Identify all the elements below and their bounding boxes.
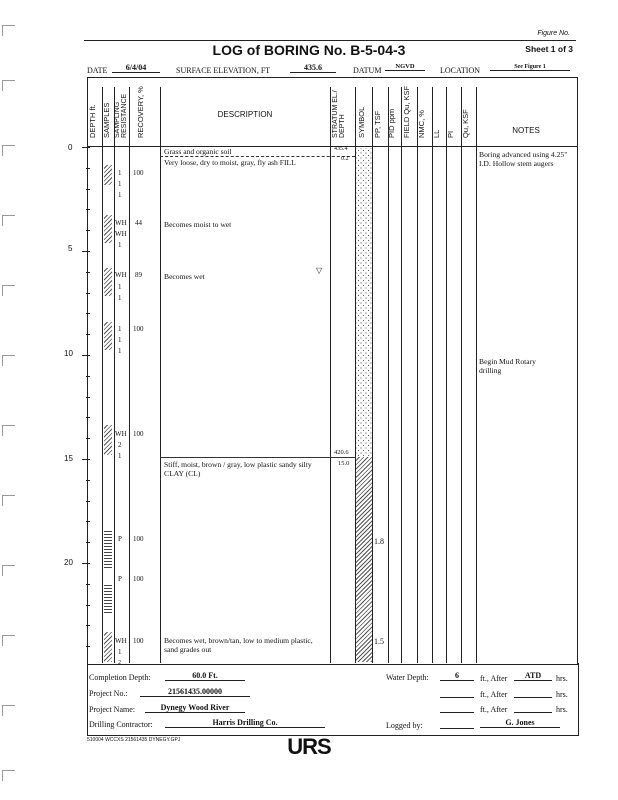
depth-tick-mark bbox=[86, 272, 90, 273]
depth-tick-mark bbox=[86, 625, 90, 626]
recovery-value: 89 bbox=[135, 271, 142, 279]
pp-value: 1.5 bbox=[374, 637, 384, 646]
surface-elevation-value: 435.6 bbox=[290, 63, 336, 73]
sample-shelby-tube bbox=[104, 530, 112, 570]
depth-tick-mark bbox=[82, 563, 90, 564]
binder-mark bbox=[2, 355, 15, 366]
col-stratum-header: STRATUM EL./ DEPTH bbox=[332, 90, 346, 138]
pp-value: 1.8 bbox=[374, 537, 384, 546]
depth-tick-mark bbox=[82, 459, 90, 460]
depth-tick-mark bbox=[86, 480, 90, 481]
depth-tick-mark bbox=[86, 209, 90, 210]
description-topsoil: Grass and organic soil bbox=[164, 147, 232, 156]
location-value: See Figure 1 bbox=[490, 64, 570, 71]
binder-mark bbox=[2, 425, 15, 436]
project-no-value: 21561435.00000 bbox=[140, 687, 250, 697]
binder-mark bbox=[2, 635, 15, 646]
depth-tick-label: 0 bbox=[68, 143, 73, 152]
location-label: LOCATION bbox=[440, 66, 480, 75]
resistance-value: WH bbox=[115, 219, 127, 227]
resistance-value: WH bbox=[115, 637, 127, 645]
binder-mark bbox=[2, 565, 15, 576]
depth-tick-mark bbox=[82, 147, 90, 148]
sample-split-spoon bbox=[104, 322, 112, 350]
page-title: LOG of BORING No. B-5-04-3 bbox=[212, 42, 406, 58]
resistance-value: 1 bbox=[118, 241, 122, 249]
description-clay: Stiff, moist, brown / gray, low plastic sandy silty CLAY (CL) bbox=[164, 460, 312, 478]
sample-split-spoon bbox=[104, 425, 112, 455]
datum-label: DATUM bbox=[353, 66, 382, 75]
surface-elevation-label: SURFACE ELEVATION, FT bbox=[176, 66, 271, 75]
depth-tick-mark bbox=[86, 501, 90, 502]
completion-depth-label: Completion Depth: bbox=[89, 673, 151, 682]
recovery-value: 100 bbox=[133, 325, 144, 333]
depth-tick-mark bbox=[82, 355, 90, 356]
water-depth-label: Water Depth: bbox=[386, 673, 429, 682]
contractor-label: Drilling Contractor: bbox=[89, 720, 153, 729]
recovery-value: 100 bbox=[133, 575, 144, 583]
ft-after-label: ft., After bbox=[480, 674, 508, 683]
resistance-value: P bbox=[118, 535, 122, 543]
resistance-value: 1 bbox=[118, 648, 122, 656]
recovery-value: 100 bbox=[133, 169, 144, 177]
binder-mark bbox=[2, 285, 15, 296]
description-wet-clay: Becomes wet, brown/tan, low to medium plastic, sand grades out bbox=[164, 636, 313, 654]
binder-mark bbox=[2, 495, 15, 506]
depth-tick-mark bbox=[86, 230, 90, 231]
stratum-elevation: 435.4 bbox=[334, 146, 348, 152]
sample-split-spoon bbox=[104, 165, 112, 185]
figure-number: Figure No. bbox=[537, 30, 570, 37]
sample-split-spoon bbox=[104, 215, 112, 243]
urs-logo: URS bbox=[287, 734, 331, 759]
depth-tick-label: 15 bbox=[64, 454, 73, 463]
sample-split-spoon bbox=[104, 632, 112, 662]
description-moist: Becomes moist to wet bbox=[164, 220, 232, 229]
depth-tick-mark bbox=[86, 189, 90, 190]
binder-mark bbox=[2, 215, 15, 226]
sheet-number: Sheet 1 of 3 bbox=[525, 44, 573, 54]
water-level-icon: ▽ bbox=[316, 266, 323, 275]
depth-tick-label: 5 bbox=[68, 244, 73, 253]
description-wet: Becomes wet bbox=[164, 272, 205, 281]
resistance-value: 1 bbox=[118, 180, 122, 188]
completion-depth-value: 60.0 Ft. bbox=[165, 671, 245, 681]
stratum-depth: 0.2 bbox=[341, 156, 349, 162]
depth-tick-mark bbox=[86, 438, 90, 439]
project-no-label: Project No.: bbox=[89, 689, 128, 698]
date-value: 6/4/04 bbox=[112, 63, 160, 73]
resistance-value: WH bbox=[115, 230, 127, 238]
col-notes-header: NOTES bbox=[512, 126, 540, 135]
hrs-label: hrs. bbox=[556, 674, 568, 683]
col-sampling-resistance-header: SAMPLING RESISTANCE bbox=[114, 93, 128, 138]
depth-tick-mark bbox=[86, 584, 90, 585]
depth-tick-mark bbox=[86, 397, 90, 398]
binder-mark bbox=[2, 705, 15, 716]
depth-tick-mark bbox=[86, 646, 90, 647]
resistance-value: 1 bbox=[118, 191, 122, 199]
depth-tick-mark bbox=[86, 605, 90, 606]
col-depth-header: DEPTH ft. bbox=[88, 104, 97, 138]
resistance-value: WH bbox=[115, 271, 127, 279]
resistance-value: 1 bbox=[118, 294, 122, 302]
depth-tick-mark bbox=[86, 293, 90, 294]
date-label: DATE bbox=[87, 66, 108, 75]
depth-tick-mark bbox=[82, 251, 90, 252]
ft-after-label: ft., After bbox=[480, 690, 508, 699]
col-recovery-header: RECOVERY, % bbox=[136, 86, 145, 138]
logged-by-label: Logged by: bbox=[386, 721, 423, 730]
water-after-value: ATD bbox=[514, 671, 552, 681]
water-depth-value: 6 bbox=[440, 671, 474, 681]
contractor-value: Harris Drilling Co. bbox=[165, 718, 325, 728]
hrs-label: hrs. bbox=[556, 690, 568, 699]
col-pi-header: PI bbox=[446, 130, 455, 138]
depth-tick-mark bbox=[86, 313, 90, 314]
resistance-value: P bbox=[118, 575, 122, 583]
clay-symbol bbox=[356, 457, 372, 662]
depth-tick-mark bbox=[86, 417, 90, 418]
logged-by-value: G. Jones bbox=[480, 718, 560, 728]
note-augers: Boring advanced using 4.25" I.D. Hollow stem augers bbox=[479, 150, 568, 168]
col-samples-header: SAMPLES bbox=[102, 102, 111, 138]
file-reference: 510004 WCCXS 21561435 DYNEGY.GPJ bbox=[87, 737, 181, 743]
ft-after-label: ft., After bbox=[480, 705, 508, 714]
resistance-value: 2 bbox=[118, 441, 122, 449]
resistance-value: 1 bbox=[118, 283, 122, 291]
stratum-elevation: 420.6 bbox=[334, 449, 349, 456]
depth-tick-mark bbox=[86, 521, 90, 522]
resistance-value: 1 bbox=[118, 452, 122, 460]
recovery-value: 100 bbox=[133, 637, 144, 645]
recovery-value: 44 bbox=[135, 219, 142, 227]
sample-shelby-tube bbox=[104, 585, 112, 615]
depth-tick-mark bbox=[86, 542, 90, 543]
resistance-value: 1 bbox=[118, 347, 122, 355]
depth-tick-label: 10 bbox=[64, 349, 73, 358]
recovery-value: 100 bbox=[133, 535, 144, 543]
col-symbol-header: SYMBOL bbox=[357, 106, 366, 138]
col-nmc-header: NMC, % bbox=[417, 110, 426, 138]
resistance-value: 1 bbox=[118, 169, 122, 177]
depth-tick-mark bbox=[86, 376, 90, 377]
col-ll-header: LL bbox=[432, 129, 441, 138]
depth-tick-mark bbox=[86, 168, 90, 169]
resistance-value: 2 bbox=[118, 660, 121, 666]
stratum-boundary bbox=[160, 156, 355, 157]
description-fill: Very loose, dry to moist, gray, fly ash FILL bbox=[164, 158, 296, 167]
depth-tick-mark bbox=[86, 334, 90, 335]
col-qu-header: Qu, KSF bbox=[461, 109, 470, 138]
depth-tick-label: 20 bbox=[64, 558, 73, 567]
binder-mark bbox=[2, 770, 15, 781]
binder-mark bbox=[2, 25, 15, 36]
resistance-value: 1 bbox=[118, 336, 122, 344]
col-pp-header: PP, TSF bbox=[373, 110, 382, 138]
project-name-label: Project Name: bbox=[89, 705, 135, 714]
stratum-boundary bbox=[160, 457, 372, 458]
recovery-value: 100 bbox=[133, 430, 144, 438]
col-description-header: DESCRIPTION bbox=[217, 110, 273, 119]
sample-split-spoon bbox=[104, 268, 112, 296]
binder-mark bbox=[2, 80, 15, 91]
hrs-label: hrs. bbox=[556, 705, 568, 714]
project-name-value: Dynegy Wood River bbox=[145, 703, 245, 713]
col-pid-header: PID ppm bbox=[387, 108, 396, 138]
datum-value: NGVD bbox=[385, 63, 425, 71]
note-mud-rotary: Begin Mud Rotary drilling bbox=[479, 357, 536, 375]
col-field-qu-header: FIELD Qu, KSF bbox=[402, 85, 411, 138]
stratum-depth: 15.0 bbox=[338, 460, 350, 467]
binder-mark bbox=[2, 145, 15, 156]
fill-symbol bbox=[356, 148, 372, 457]
resistance-value: 1 bbox=[118, 325, 122, 333]
resistance-value: WH bbox=[115, 430, 127, 438]
